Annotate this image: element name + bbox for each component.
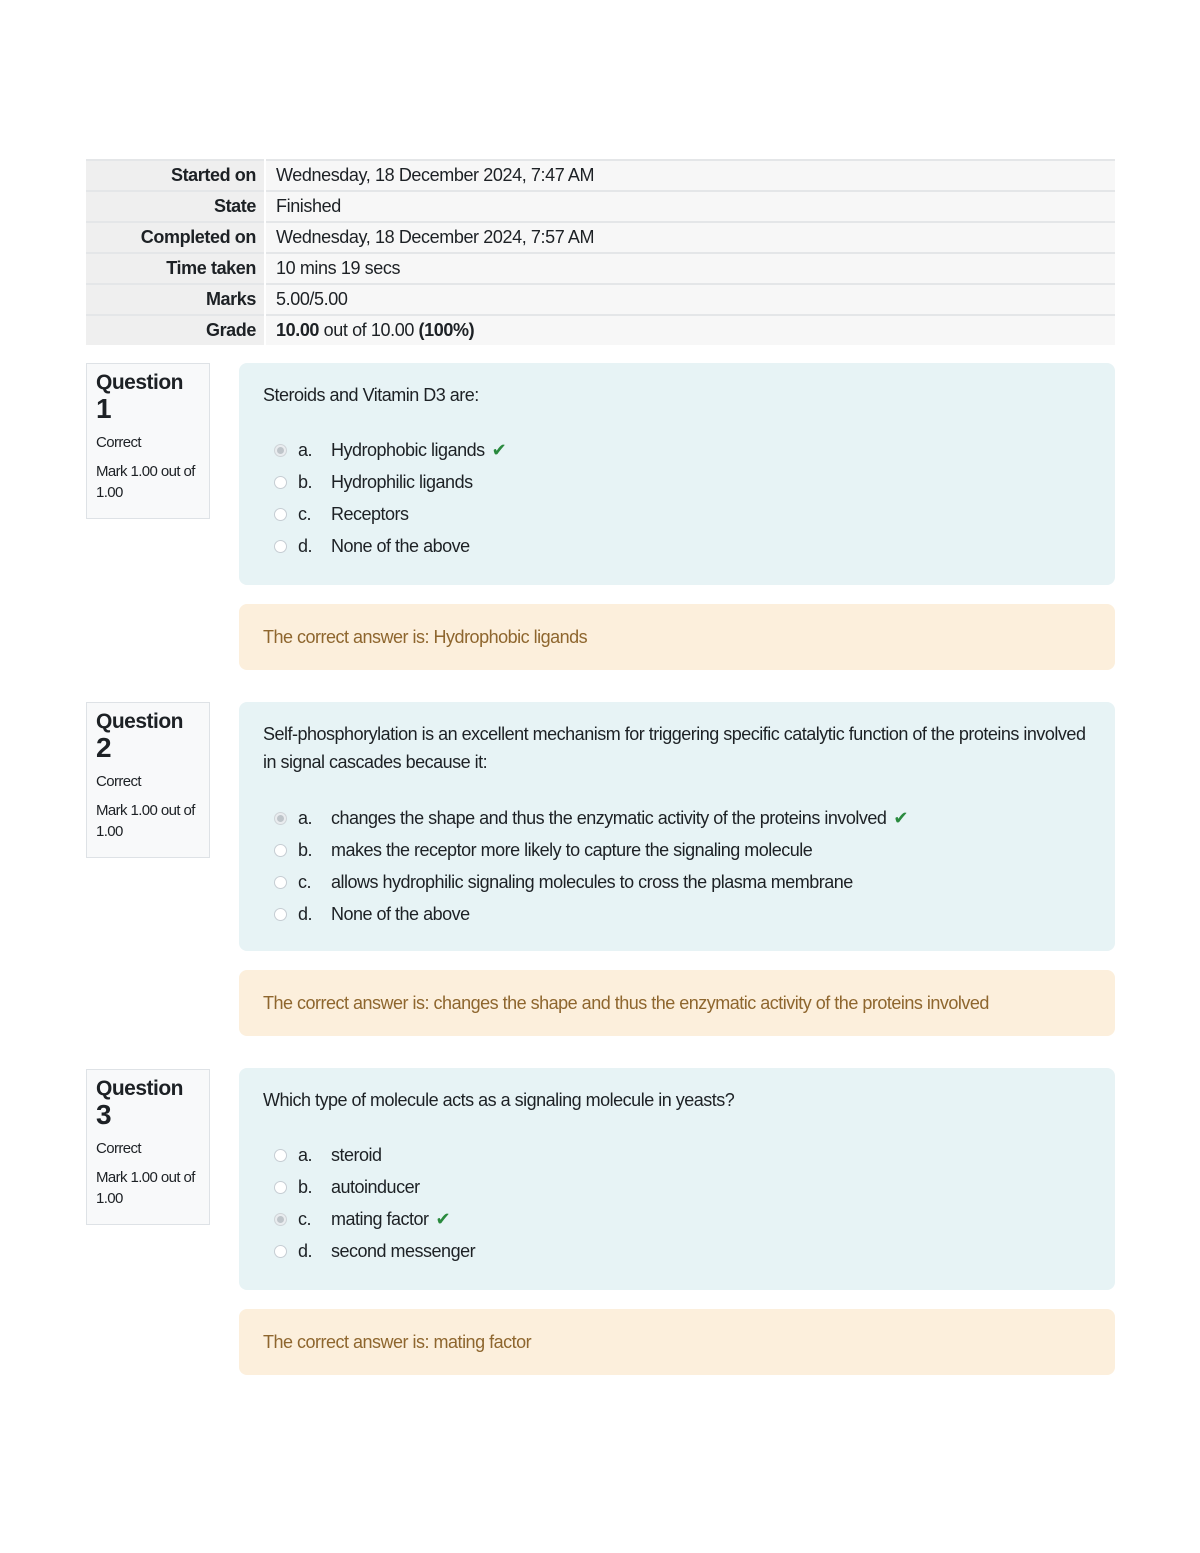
answer-letter: a. [298, 807, 313, 828]
check-icon: ✔ [893, 807, 908, 828]
answer-letter: c. [298, 871, 312, 892]
radio-button[interactable] [274, 1181, 287, 1194]
summary-row-started [86, 160, 1115, 191]
grade-out-of: out of 10.00 [319, 320, 419, 340]
answer-letter: c. [298, 1208, 312, 1229]
answer-option-c[interactable] [263, 1203, 1091, 1235]
summary-label: Started on [86, 160, 265, 191]
answer-text: steroid [331, 1144, 382, 1165]
question-text: Steroids and Vitamin D3 are: [263, 385, 479, 405]
summary-label: Marks [86, 284, 265, 315]
answer-letter: b. [298, 471, 313, 492]
question-title: Question [96, 1077, 184, 1100]
answer-list [263, 434, 1091, 562]
question-number: 3 [96, 1099, 112, 1130]
question-title: Question [96, 710, 184, 733]
answer-option-b[interactable] [263, 1171, 1091, 1203]
answer-text: None of the above [331, 535, 470, 556]
question-info-2 [86, 702, 210, 858]
answer-option-a[interactable] [263, 802, 1091, 834]
correct-answer-feedback: The correct answer is: Hydrophobic ligands [263, 626, 588, 647]
summary-value: 10 mins 19 secs [265, 253, 1115, 284]
answer-text: allows hydrophilic signaling molecules to cross the plasma membrane [331, 871, 853, 892]
answer-text: autoinducer [331, 1176, 420, 1197]
answer-option-c[interactable] [263, 498, 1091, 530]
correct-answer-feedback: The correct answer is: changes the shape and thus the enzymatic activity of the proteins involved [263, 992, 989, 1013]
answer-option-a[interactable] [263, 434, 1091, 466]
check-icon: ✔ [491, 439, 507, 460]
answer-list [263, 1139, 1091, 1267]
summary-value [265, 315, 1115, 345]
answer-text: changes the shape and thus the enzymatic activity of the proteins involved [331, 807, 887, 828]
question-info-1 [86, 363, 210, 519]
question-mark: Mark 1.00 out of 1.00 [96, 463, 195, 501]
radio-button[interactable] [274, 508, 287, 521]
question-status: Correct [96, 1140, 141, 1157]
summary-value: Wednesday, 18 December 2024, 7:47 AM [265, 160, 1115, 191]
summary-label: Grade [86, 315, 265, 345]
summary-value: Finished [265, 191, 1115, 222]
summary-row-time [86, 253, 1115, 284]
answer-list [263, 802, 1091, 930]
summary-label: State [86, 191, 265, 222]
question-text: Which type of molecule acts as a signaling molecule in yeasts? [263, 1090, 735, 1110]
radio-button[interactable] [274, 1245, 287, 1258]
answer-option-d[interactable] [263, 530, 1091, 562]
summary-row-state [86, 191, 1115, 222]
correct-answer-feedback: The correct answer is: mating factor [263, 1331, 532, 1352]
check-icon: ✔ [435, 1208, 451, 1229]
answer-letter: d. [298, 903, 313, 924]
question-title: Question [96, 371, 184, 394]
question-content-1 [239, 363, 1115, 585]
answer-text: Receptors [331, 503, 409, 524]
answer-text: makes the receptor more likely to capture the signaling molecule [331, 839, 813, 860]
summary-label: Time taken [86, 253, 265, 284]
answer-letter: d. [298, 535, 313, 556]
answer-option-b[interactable] [263, 834, 1091, 866]
answer-text: second messenger [331, 1240, 476, 1261]
answer-letter: a. [298, 439, 313, 460]
question-number: 2 [96, 732, 112, 763]
summary-value: 5.00/5.00 [265, 284, 1115, 315]
question-status: Correct [96, 773, 141, 790]
answer-letter: b. [298, 839, 313, 860]
answer-text: None of the above [331, 903, 470, 924]
question-info-3 [86, 1069, 210, 1225]
radio-button[interactable] [274, 812, 287, 825]
question-text: Self-phosphorylation is an excellent mechanism for triggering specific catalytic function of the proteins involved in signal cascades because it: [263, 724, 1086, 772]
feedback-box-1 [239, 604, 1115, 670]
question-number: 1 [96, 393, 112, 424]
answer-letter: d. [298, 1240, 313, 1261]
answer-option-d[interactable] [263, 898, 1091, 930]
feedback-box-2 [239, 970, 1115, 1036]
radio-button[interactable] [274, 476, 287, 489]
question-content-2 [239, 702, 1115, 951]
answer-text: mating factor [331, 1208, 429, 1229]
radio-button[interactable] [274, 876, 287, 889]
question-mark: Mark 1.00 out of 1.00 [96, 1169, 195, 1207]
summary-label: Completed on [86, 222, 265, 253]
answer-option-b[interactable] [263, 466, 1091, 498]
grade-percent: (100%) [418, 320, 475, 340]
answer-letter: b. [298, 1176, 313, 1197]
radio-button[interactable] [274, 540, 287, 553]
summary-row-completed [86, 222, 1115, 253]
feedback-box-3 [239, 1309, 1115, 1375]
answer-option-a[interactable] [263, 1139, 1091, 1171]
answer-letter: c. [298, 503, 312, 524]
radio-button[interactable] [274, 1149, 287, 1162]
answer-text: Hydrophilic ligands [331, 471, 473, 492]
radio-button[interactable] [274, 844, 287, 857]
question-content-3 [239, 1068, 1115, 1290]
summary-value: Wednesday, 18 December 2024, 7:57 AM [265, 222, 1115, 253]
question-status: Correct [96, 434, 141, 451]
answer-letter: a. [298, 1144, 313, 1165]
answer-option-c[interactable] [263, 866, 1091, 898]
summary-row-marks [86, 284, 1115, 315]
radio-button[interactable] [274, 1213, 287, 1226]
attempt-summary-table [86, 159, 1115, 345]
answer-text: Hydrophobic ligands [331, 439, 485, 460]
answer-option-d[interactable] [263, 1235, 1091, 1267]
grade-score: 10.00 [276, 320, 320, 340]
radio-button[interactable] [274, 908, 287, 921]
summary-row-grade [86, 315, 1115, 345]
question-mark: Mark 1.00 out of 1.00 [96, 802, 195, 840]
radio-button[interactable] [274, 444, 287, 457]
